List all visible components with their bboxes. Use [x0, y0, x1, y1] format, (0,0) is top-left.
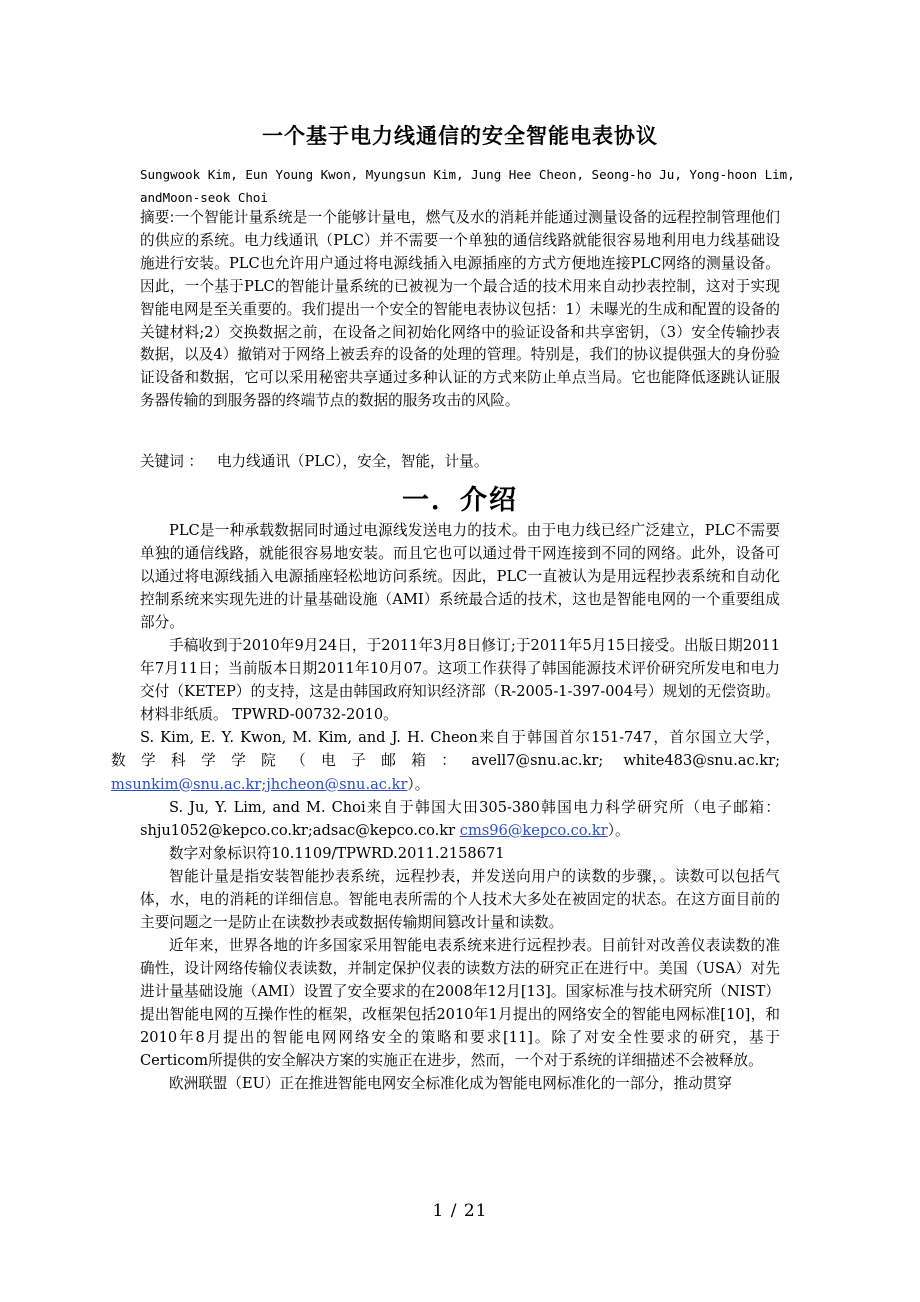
- paragraph-2: 手稿收到于2010年9月24日，于2011年3月8日修订;于2011年5月15日接受。出版日期2011年7月11日；当前版本日期2011年10月07。这项工作获得了韩国能源技术评价研究所发电和电力交付（KETEP）的支持，这是由韩国政府知识经济部（R-2005-1-397-004号）规划的无偿资助。材料非纸质。 TPWRD-00732-2010。: [140, 637, 780, 724]
- author-line-1: Sungwook Kim, Eun Young Kwon, Myungsun Kim, Jung Hee Cheon, Seong-ho Ju, Yong-hoon Lim,: [140, 167, 795, 182]
- keywords-text: 电力线通讯（PLC），安全，智能，计量。: [216, 453, 489, 470]
- paragraph-8: 欧洲联盟（EU）正在推进智能电网安全标准化成为智能电网标准化的一部分，推动贯穿: [169, 1075, 732, 1093]
- section-heading: 一．介绍: [402, 485, 518, 516]
- affiliation-line-1: S. Kim, E. Y. Kwon, M. Kim, and J. H. Cheon来自于韩国首尔151-747，首尔国立大学，: [140, 729, 780, 747]
- paragraph-4: [140, 796, 780, 842]
- paragraph-1: PLC是一种承载数据同时通过电源线发送电力的技术。由于电力线已经广泛建立，PLC不需要单独的通信线路，就能很容易地安装。而且它也可以通过骨干网连接到不同的网络。此外，设备可以通过将电源线插入电源插座轻松地访问系统。因此，PLC一直被认为是用远程抄表系统和自动化控制系统来实现先进的计量基础设施（AMI）系统最合适的技术，这也是智能电网的一个重要组成部分。: [140, 522, 780, 632]
- abstract-text: 一个智能计量系统是一个能够计量电，燃气及水的消耗并能通过测量设备的远程控制管理他们的供应的系统。电力线通讯（PLC）并不需要一个单独的通信线路就能很容易地利用电力线基础设施进行安装。PLC也允许用户通过将电源线插入电源插座的方式方便地连接PLC网络的测量设备。因此，一个基于PLC的智能计量系统的已被视为一个最合适的技术用来自动抄表控制，这对于实现智能电网是至关重要的。我们提出一个安全的智能电表协议包括：1）未曝光的生成和配置的设备的关键材料;2）交换数据之前，在设备之间初始化网络中的验证设备和共享密钥，（3）安全传输抄表数据，以及4）撤销对于网络上被丢弃的设备的处理的管理。特别是，我们的协议提供强大的身份验证设备和数据，它可以采用秘密共享通过多种认证的方式来防止单点当局。它也能降低逐跳认证服务器传输的到服务器的终端节点的数据的服务攻击的风险。: [140, 209, 780, 410]
- paragraph-doi: 数字对象标识符10.1109/TPWRD.2011.2158671: [169, 844, 505, 862]
- affiliation-line-2: 数学科学学院（电子邮箱：avell7@snu.ac.kr; white483@snu.ac.kr;: [111, 752, 780, 770]
- affiliation-kepco-end: ）。: [607, 821, 630, 839]
- paragraph-6: 智能计量是指安装智能抄表系统，远程抄表，并发送向用户的读数的步骤，。读数可以包括气体，水，电的消耗的详细信息。智能电表所需的个人技术大多处在被固定的状态。在这方面目前的主要问题之一是防止在读数抄表或数据传输期间篡改计量和读数。: [140, 867, 780, 931]
- abstract: [140, 207, 780, 413]
- body-text: [111, 519, 780, 1095]
- author-list: [140, 163, 795, 209]
- keywords-label: 关键词 ：: [140, 453, 204, 470]
- page-number: 1 / 21: [432, 1201, 488, 1221]
- author-line-2: andMoon-seok Choi: [140, 190, 268, 205]
- keywords: [140, 451, 780, 473]
- email-link-snu[interactable]: msunkim@snu.ac.kr;jhcheon@snu.ac.kr: [111, 775, 408, 793]
- abstract-label: 摘要:: [140, 209, 175, 226]
- affiliation-end: ）。: [407, 775, 430, 793]
- paper-title: 一个基于电力线通信的安全智能电表协议: [262, 123, 658, 148]
- email-link-kepco[interactable]: cms96@kepco.co.kr: [459, 821, 608, 839]
- paragraph-3: [111, 726, 780, 795]
- affiliation-kepco-text: S. Ju, Y. Lim, and M. Choi来自于韩国大田305-380韩国电力科学研究所（电子邮箱：shju1052@kepco.co.kr;adsac@kepco.co.kr: [140, 798, 780, 839]
- paragraph-7: 近年来，世界各地的许多国家采用智能电表系统来进行远程抄表。目前针对改善仪表读数的准确性，设计网络传输仪表读数，并制定保护仪表的读数方法的研究正在进行中。美国（USA）对先进计量基础设施（AMI）设置了安全要求的在2008年12月[13]。国家标准与技术研究所（NIST）提出智能电网的互操作性的框架，改框架包括2010年1月提出的网络安全的智能电网标准[10]，和2010年8月提出的智能电网网络安全的策略和要求[11]。除了对安全性要求的研究，基于Certicom所提供的安全解决方案的实施正在进步，然而，一个对于系统的详细描述不会被释放。: [140, 936, 780, 1070]
